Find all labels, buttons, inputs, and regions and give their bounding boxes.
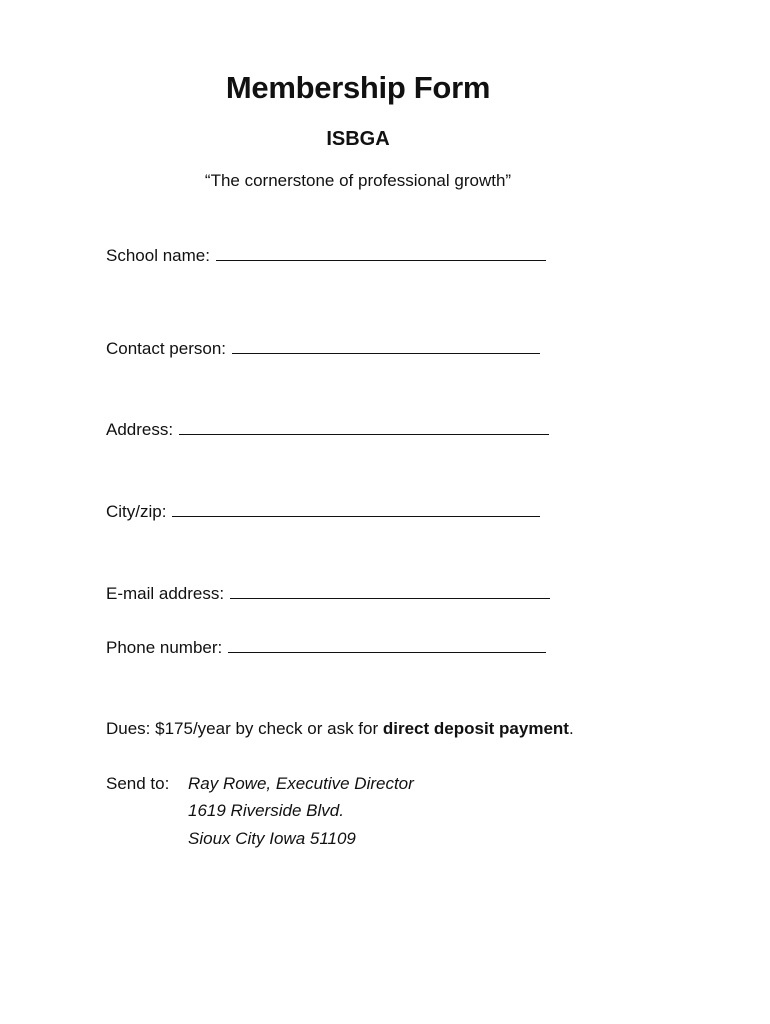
city-zip-label: City/zip: xyxy=(106,502,167,521)
page-title: Membership Form xyxy=(225,70,491,105)
email-address-blank-line xyxy=(230,584,550,599)
send-to-street-line: 1619 Riverside Blvd. xyxy=(188,801,344,820)
organization-name: ISBGA xyxy=(326,128,390,150)
contact-person-field xyxy=(106,339,540,359)
motto: “The cornerstone of professional growth” xyxy=(204,171,512,190)
phone-number-blank-line xyxy=(228,638,546,653)
direct-deposit-emphasis: direct deposit payment xyxy=(382,719,569,738)
dues-period: . xyxy=(568,719,574,738)
city-zip-field xyxy=(106,502,540,522)
contact-person-label: Contact person: xyxy=(106,339,227,358)
dues-info xyxy=(106,719,574,739)
email-address-label: E-mail address: xyxy=(106,584,225,603)
dues-text: Dues: $175/year by check or ask for xyxy=(106,719,383,738)
email-address-field xyxy=(106,584,550,604)
city-zip-blank-line xyxy=(172,502,540,517)
phone-number-label: Phone number: xyxy=(106,638,223,657)
school-name-field xyxy=(106,246,546,266)
school-name-blank-line xyxy=(216,246,546,261)
school-name-label: School name: xyxy=(106,246,210,265)
address-label: Address: xyxy=(106,420,174,439)
address-blank-line xyxy=(179,420,549,435)
address-field xyxy=(106,420,549,440)
send-to-city-line: Sioux City Iowa 51109 xyxy=(188,829,356,848)
send-to-label: Send to: xyxy=(106,774,170,793)
phone-number-field xyxy=(106,638,546,658)
send-to-name-line: Ray Rowe, Executive Director xyxy=(188,774,414,793)
contact-person-blank-line xyxy=(232,339,540,354)
